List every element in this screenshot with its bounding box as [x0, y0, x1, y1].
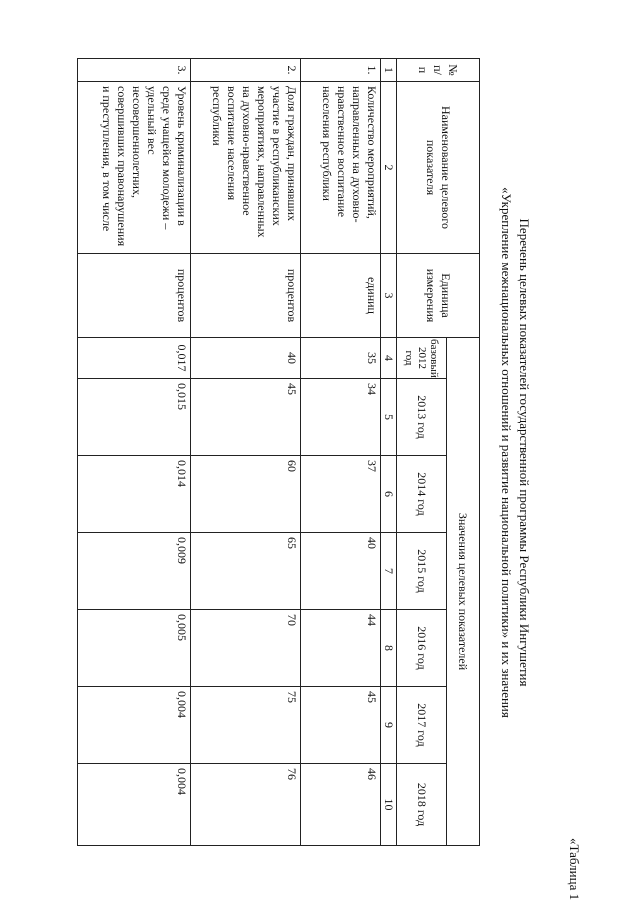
column-number: 2 [381, 82, 397, 254]
row-value: 40 [301, 533, 381, 610]
row-value: 0,004 [78, 764, 191, 846]
row-value: 0,005 [78, 610, 191, 687]
header-indicator-name: Наименование целевого показателя [397, 82, 480, 254]
table-title-line-1: Перечень целевых показателей государственной программы Республики Ингушетия [517, 218, 532, 687]
header-year: 2014 год [397, 456, 447, 533]
column-number: 8 [381, 610, 397, 687]
row-value: 34 [301, 379, 381, 456]
table-row [78, 59, 191, 846]
column-number: 6 [381, 456, 397, 533]
row-value: 65 [191, 533, 301, 610]
row-value: 44 [301, 610, 381, 687]
header-unit: Единица измерения [397, 254, 480, 338]
row-num: 1. [301, 59, 381, 82]
row-value: 0,015 [78, 379, 191, 456]
row-unit: единиц [301, 254, 381, 338]
column-number: 1 [381, 59, 397, 82]
row-indicator-name: Уровень криминализации в среде учащейся молодежи – удельный вес несовершеннолетних, совершивших правонарушения и преступления, в том числе [78, 82, 191, 254]
row-value: 0,004 [78, 687, 191, 764]
column-number: 4 [381, 338, 397, 379]
row-unit: процентов [191, 254, 301, 338]
row-value: 75 [191, 687, 301, 764]
column-number-row [381, 59, 397, 846]
row-value: 76 [191, 764, 301, 846]
indicators-table [77, 58, 480, 846]
row-value: 60 [191, 456, 301, 533]
row-indicator-name: Доля граждан, принявших участие в республиканских мероприятиях, направленных на духовно-нравственное воспитание населения республики [191, 82, 301, 254]
row-value: 35 [301, 338, 381, 379]
row-value: 45 [301, 687, 381, 764]
row-value: 45 [191, 379, 301, 456]
column-number: 7 [381, 533, 397, 610]
column-number: 10 [381, 764, 397, 846]
row-value: 46 [301, 764, 381, 846]
header-year: 2015 год [397, 533, 447, 610]
table-reference: «Таблица 1 [567, 838, 582, 901]
row-value: 70 [191, 610, 301, 687]
header-year: базовый 2012 год [397, 338, 447, 379]
header-year: 2013 год [397, 379, 447, 456]
header-year: 2017 год [397, 687, 447, 764]
table-row [191, 59, 301, 846]
row-value: 0,017 [78, 338, 191, 379]
header-num: № п/п [397, 59, 480, 82]
row-value: 0,009 [78, 533, 191, 610]
header-year: 2016 год [397, 610, 447, 687]
header-values-group: Значения целевых показателей [447, 338, 480, 846]
column-number: 3 [381, 254, 397, 338]
row-value: 40 [191, 338, 301, 379]
header-year: 2018 год [397, 764, 447, 846]
row-indicator-name: Количество мероприятий, направленных на духовно-нравственное воспитание населения республики [301, 82, 381, 254]
column-number: 9 [381, 687, 397, 764]
row-unit: процентов [78, 254, 191, 338]
table-row [301, 59, 381, 846]
row-value: 37 [301, 456, 381, 533]
table-title-line-2: «Укрепление межнациональных отношений и развитие национальной политики» и их значения [499, 187, 514, 718]
row-num: 2. [191, 59, 301, 82]
row-value: 0,014 [78, 456, 191, 533]
row-num: 3. [78, 59, 191, 82]
column-number: 5 [381, 379, 397, 456]
